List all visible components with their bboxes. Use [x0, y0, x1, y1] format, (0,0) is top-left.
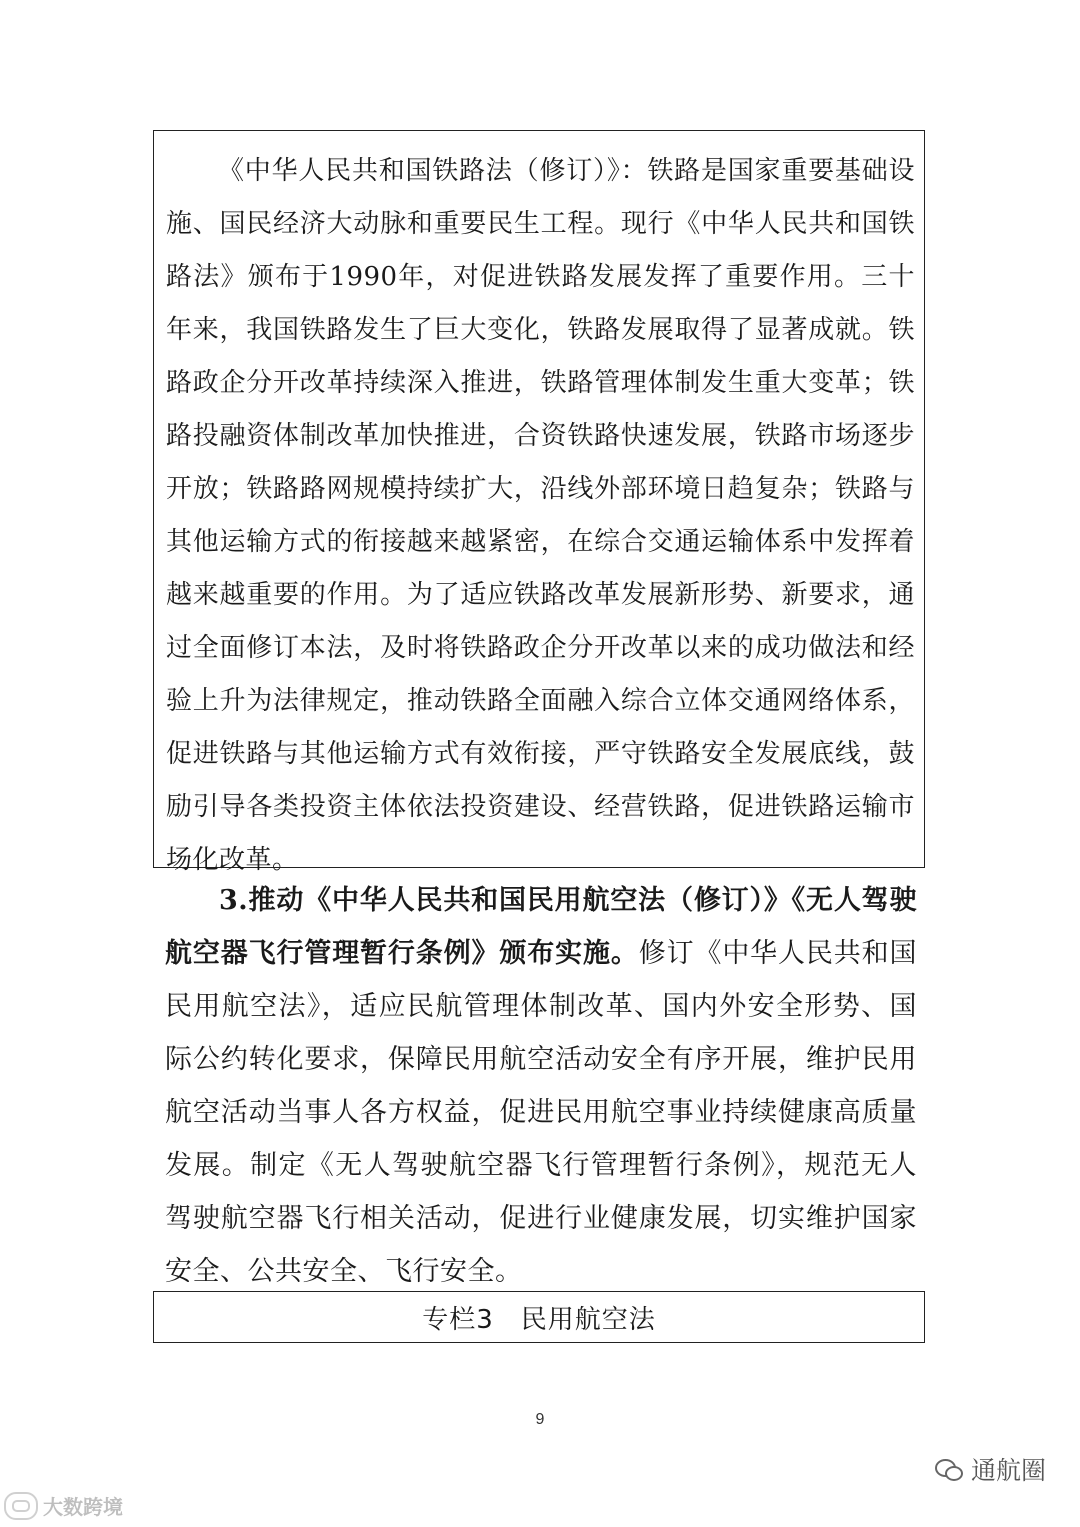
section-3 [165, 874, 917, 1298]
section-3-heading: 3.推动《中华人民共和国民用航空法（修订）》《无人驾驶航空器飞行管理暂行条例》颁布实施。 [165, 885, 917, 969]
watermark-left [4, 1491, 123, 1520]
logo-icon [4, 1492, 38, 1520]
column-box [153, 1291, 925, 1343]
column-title: 专栏3 民用航空法 [422, 1304, 656, 1335]
watermark-right [935, 1451, 1046, 1487]
railway-law-box [153, 130, 925, 875]
railway-law-paragraph: 《中华人民共和国铁路法（修订）》：铁路是国家重要基础设施、国民经济大动脉和重要民生工程。现行《中华人民共和国铁路法》颁布于1990年，对促进铁路发展发挥了重要作用。三十年来，我国铁路发生了巨大变化，铁路发展取得了显著成就。铁路政企分开改革持续深入推进，铁路管理体制发生重大变革；铁路投融资体制改革加快推进，合资铁路快速发展，铁路市场逐步开放；铁路路网规模持续扩大，沿线外部环境日趋复杂；铁路与其他运输方式的衔接越来越紧密，在综合交通运输体系中发挥着越来越重要的作用。为了适应铁路改革发展新形势、新要求，通过全面修订本法，及时将铁路政企分开改革以来的成功做法和经验上升为法律规定，推动铁路全面融入综合立体交通网络体系，促进铁路与其他运输方式有效衔接，严守铁路安全发展底线，鼓励引导各类投资主体依法投资建设、经营铁路，促进铁路运输市场化改革。 [166, 156, 915, 875]
watermark-left-text: 大数跨境 [43, 1495, 123, 1519]
wechat-icon [935, 1457, 963, 1481]
watermark-right-text: 通航圈 [970, 1456, 1046, 1485]
section-3-body: 修订《中华人民共和国民用航空法》，适应民航管理体制改革、国内外安全形势、国际公约转化要求，保障民用航空活动安全有序开展，维护民用航空活动当事人各方权益，促进民用航空事业持续健康高质量发展。制定《无人驾驶航空器飞行管理暂行条例》，规范无人驾驶航空器飞行相关活动，促进行业健康发展，切实维护国家安全、公共安全、飞行安全。 [165, 938, 918, 1287]
page-number: 9 [535, 1411, 545, 1428]
